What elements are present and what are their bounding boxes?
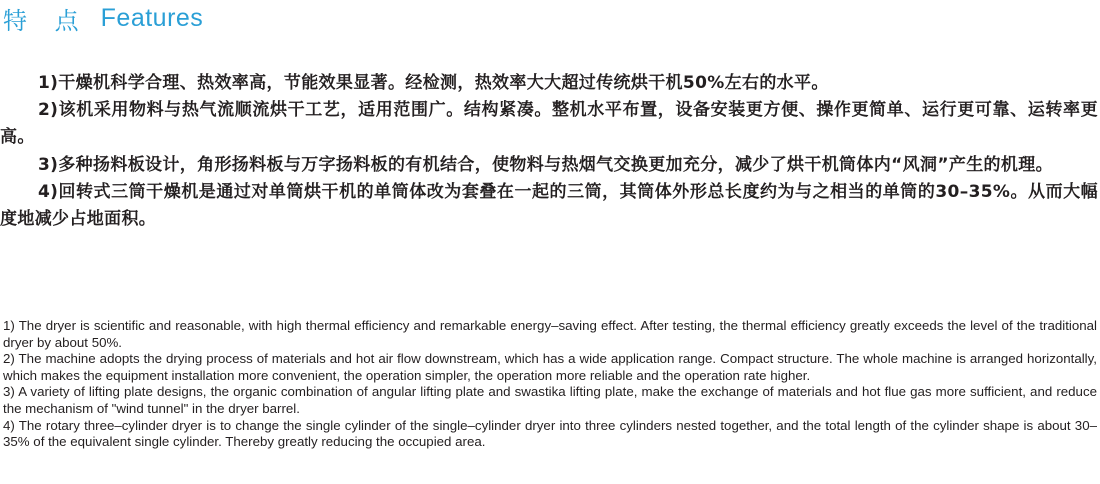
feature-en-item: 2) The machine adopts the drying process of materials and hot air flow downstream, which has a wide application range. Compact structure. The whole machine is arranged horizontally, which makes the equipment installation more convenient, the operation simpler, the operation more reliable and the operation rate higher. [3,351,1097,383]
section-title-en: Features [100,3,204,32]
feature-cn-item: 4)回转式三筒干燥机是通过对单筒烘干机的单筒体改为套叠在一起的三筒，其筒体外形总长度约为与之相当的单筒的30–35%。从而大幅度地减少占地面积。 [0,181,1098,230]
feature-cn-item: 3)多种扬料板设计，角形扬料板与万字扬料板的有机结合，使物料与热烟气交换更加充分，减少了烘干机筒体内“风洞”产生的机理。 [38,154,1053,175]
feature-en-item: 1) The dryer is scientific and reasonable, with high thermal efficiency and remarkable energy–saving effect. After testing, the thermal efficiency greatly exceeds the level of the traditional dryer by about 50%. [3,318,1097,350]
features-en-list [3,318,1097,451]
features-cn-list [0,70,1098,233]
feature-cn-item: 2)该机采用物料与热气流顺流烘干工艺，适用范围广。结构紧凑。整机水平布置，设备安装更方便、操作更简单、运行更可靠、运转率更高。 [0,100,1098,148]
section-title-cn: 特 点 [3,6,89,35]
feature-en-item: 4) The rotary three–cylinder dryer is to change the single cylinder of the single–cylinder dryer into three cylinders nested together, and the total length of the cylinder shape is about 30–35% of the equivalent single cylinder. Thereby greatly reducing the occupied area. [3,417,1097,450]
feature-cn-item: 1)干燥机科学合理、热效率高，节能效果显著。经检测，热效率大大超过传统烘干机50%左右的水平。 [38,73,829,93]
section-header [3,0,203,36]
feature-en-item: 3) A variety of lifting plate designs, the organic combination of angular lifting plate and swastika lifting plate, make the exchange of materials and hot flue gas more sufficient, and reduce the mechanism of "wind tunnel" in the dryer barrel. [3,384,1097,416]
